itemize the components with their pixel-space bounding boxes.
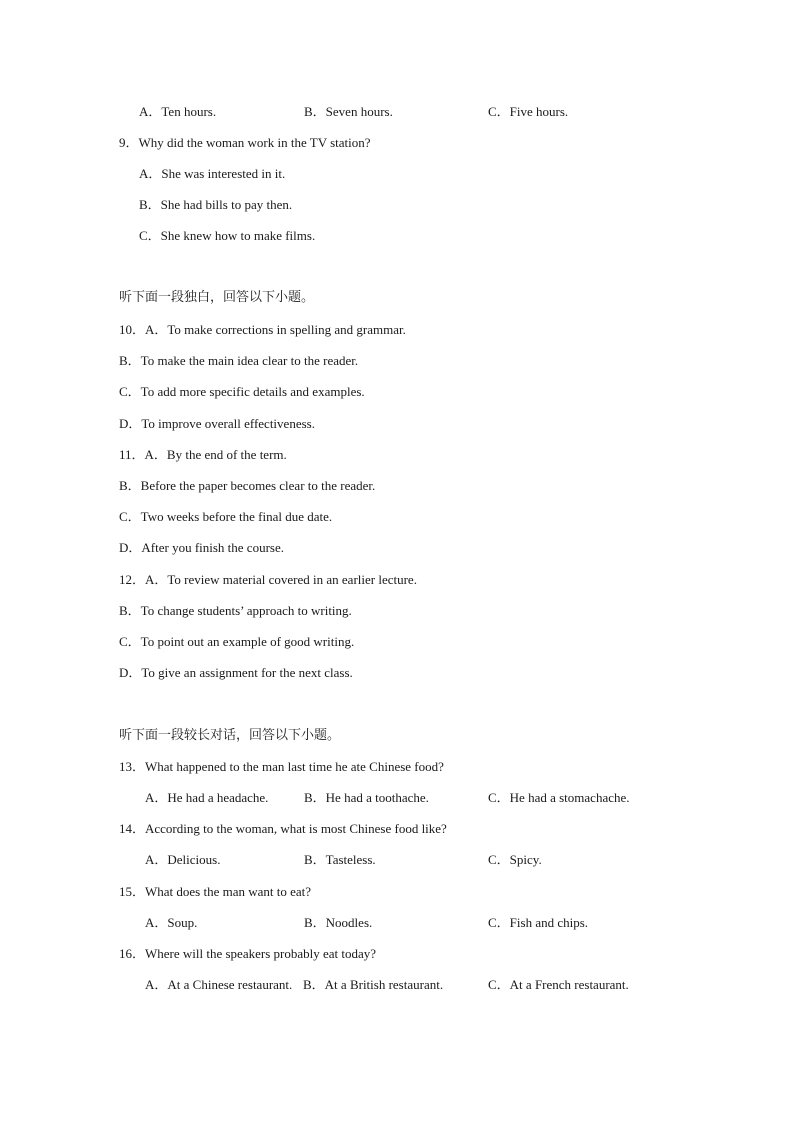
q16-option-b: B．At a British restaurant. — [303, 977, 444, 992]
q8-option-b: B．Seven hours. — [304, 104, 393, 119]
q12-option-b: B．To change students’ approach to writing. — [119, 603, 352, 618]
q16-option-c: C．At a French restaurant. — [488, 977, 629, 992]
q8-option-c: C．Five hours. — [488, 104, 569, 119]
q12-option-d: D．To give an assignment for the next class. — [119, 665, 353, 680]
q14-question: 14．According to the woman, what is most Chinese food like? — [119, 821, 447, 836]
q10-option-c: C．To add more specific details and examples. — [119, 384, 365, 399]
q16-question: 16．Where will the speakers probably eat today? — [119, 946, 377, 961]
q13-option-c: C．He had a stomachache. — [488, 790, 630, 805]
q15-option-c: C．Fish and chips. — [488, 915, 589, 930]
q11-option-c: C．Two weeks before the final due date. — [119, 509, 333, 524]
q15-option-b: B．Noodles. — [304, 915, 373, 930]
q16-option-a: A．At a Chinese restaurant. — [145, 977, 293, 992]
q11-option-a: 11．A．By the end of the term. — [119, 447, 287, 462]
q15-question: 15．What does the man want to eat? — [119, 884, 312, 899]
q10-option-d: D．To improve overall effectiveness. — [119, 416, 315, 431]
q13-option-b: B．He had a toothache. — [304, 790, 429, 805]
q12-option-c: C．To point out an example of good writing. — [119, 634, 355, 649]
section-dialogue-instruction: 听下面一段较长对话，回答以下小题。 — [119, 728, 341, 743]
q9-question: 9．Why did the woman work in the TV station? — [119, 135, 371, 150]
q15-option-a: A．Soup. — [145, 915, 198, 930]
q9-option-c: C．She knew how to make films. — [139, 228, 316, 243]
q9-option-a: A．She was interested in it. — [139, 166, 286, 181]
section-monologue-instruction: 听下面一段独白，回答以下小题。 — [119, 290, 315, 305]
q14-option-a: A．Delicious. — [145, 852, 221, 867]
q9-option-b: B．She had bills to pay then. — [139, 197, 293, 212]
q8-option-a: A．Ten hours. — [139, 104, 217, 119]
q13-option-a: A．He had a headache. — [145, 790, 269, 805]
q10-option-a: 10．A．To make corrections in spelling and grammar. — [119, 322, 406, 337]
q14-option-c: C．Spicy. — [488, 852, 542, 867]
q13-question: 13．What happened to the man last time he ate Chinese food? — [119, 759, 444, 774]
q11-option-d: D．After you finish the course. — [119, 540, 284, 555]
q10-option-b: B．To make the main idea clear to the reader. — [119, 353, 359, 368]
q11-option-b: B．Before the paper becomes clear to the reader. — [119, 478, 376, 493]
q12-option-a: 12．A．To review material covered in an earlier lecture. — [119, 572, 417, 587]
q14-option-b: B．Tasteless. — [304, 852, 376, 867]
